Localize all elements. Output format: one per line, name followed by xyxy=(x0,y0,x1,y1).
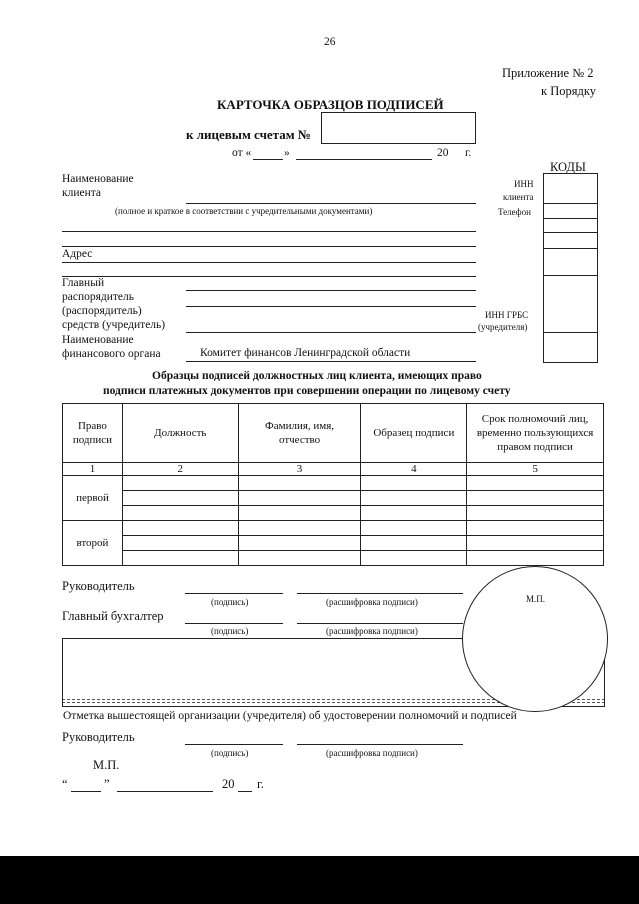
mp2-label: М.П. xyxy=(93,758,120,772)
table-cell[interactable] xyxy=(361,476,467,491)
client-name-line[interactable] xyxy=(186,203,476,204)
header-pravo: Право подписи xyxy=(63,404,123,463)
client-phone: Телефон xyxy=(498,207,531,217)
col-num-3: 3 xyxy=(238,463,361,476)
bottom-date-day[interactable] xyxy=(71,791,101,792)
col-num-2: 2 xyxy=(122,463,238,476)
grbs-line-3[interactable] xyxy=(186,332,476,333)
grbs-line-2[interactable] xyxy=(186,306,476,307)
signatures-table xyxy=(62,403,604,566)
client-label-1: Наименование xyxy=(62,173,134,185)
client-inn-1: ИНН xyxy=(514,179,534,189)
appendix-line1: Приложение № 2 xyxy=(502,66,594,80)
grbs-line-1[interactable] xyxy=(186,290,476,291)
table-cell[interactable] xyxy=(467,521,604,536)
date-mid: » xyxy=(284,147,290,159)
bottom-date-year: 20 xyxy=(222,777,235,791)
head2-signature-line[interactable] xyxy=(185,744,283,745)
row-label-second: второй xyxy=(63,521,123,566)
bottom-date-suffix: г. xyxy=(257,777,264,791)
table-cell[interactable] xyxy=(467,536,604,551)
stamp-circle xyxy=(462,566,608,712)
grbs-label-4: средств (учредитель) xyxy=(62,319,166,331)
address-label: Адрес xyxy=(62,248,93,260)
table-cell[interactable] xyxy=(238,536,361,551)
grbs-inn-1: ИНН ГРБС xyxy=(485,310,529,320)
table-cell[interactable] xyxy=(122,551,238,566)
chief-rasshifrovka: (расшифровка подписи) xyxy=(326,626,418,636)
header-srok: Срок полномочий лиц, временно пользующихся правом подписи xyxy=(467,404,604,463)
table-cell[interactable] xyxy=(238,521,361,536)
table-cell[interactable] xyxy=(122,506,238,521)
table-cell[interactable] xyxy=(361,551,467,566)
table-cell[interactable] xyxy=(238,506,361,521)
client-label-2: клиента xyxy=(62,187,102,199)
col-num-4: 4 xyxy=(361,463,467,476)
chief-signature-line[interactable] xyxy=(185,623,283,624)
head2-podpis: (подпись) xyxy=(211,748,249,758)
chief-podpis: (подпись) xyxy=(211,626,249,636)
stamp-mp: М.П. xyxy=(526,594,546,604)
client-inn-2: клиента xyxy=(503,192,534,202)
head2-label: Руководитель xyxy=(62,730,135,744)
fin-organ-value: Комитет финансов Ленинградской области xyxy=(200,347,411,359)
head2-rasshifrovka: (расшифровка подписи) xyxy=(326,748,418,758)
head-podpis: (подпись) xyxy=(211,597,249,607)
row-label-first: первой xyxy=(63,476,123,521)
table-cell[interactable] xyxy=(467,491,604,506)
page-number: 26 xyxy=(324,36,336,48)
table-cell[interactable] xyxy=(361,506,467,521)
page-title: КАРТОЧКА ОБРАЗЦОВ ПОДПИСЕЙ xyxy=(217,97,444,112)
fin-organ-label-1: Наименование xyxy=(62,334,134,346)
client-hint: (полное и краткое в соответствии с учредительными документами) xyxy=(115,206,373,216)
table-cell[interactable] xyxy=(122,521,238,536)
header-dolzhnost: Должность xyxy=(122,404,238,463)
head-name-line[interactable] xyxy=(297,593,463,594)
table-cell[interactable] xyxy=(467,506,604,521)
address-line[interactable] xyxy=(186,262,476,263)
head-signature-line[interactable] xyxy=(185,593,283,594)
header-obrazec: Образец подписи xyxy=(361,404,467,463)
table-cell[interactable] xyxy=(467,551,604,566)
table-cell[interactable] xyxy=(238,491,361,506)
grbs-label-3: (распорядитель) xyxy=(62,305,142,317)
date-suffix: г. xyxy=(465,147,472,159)
grbs-label-2: распорядитель xyxy=(62,291,135,303)
appendix-line2: к Порядку xyxy=(541,84,596,98)
table-cell[interactable] xyxy=(122,491,238,506)
chief-accountant-label: Главный бухгалтер xyxy=(62,609,164,623)
head-label: Руководитель xyxy=(62,579,135,593)
date-year: 20 xyxy=(437,147,449,159)
chief-name-line[interactable] xyxy=(297,623,463,624)
grbs-label-1: Главный xyxy=(62,277,105,289)
mark-text: Отметка вышестоящей организации (учредителя) об удостоверении полномочий и подписей xyxy=(63,710,517,722)
codes-label: КОДЫ xyxy=(550,160,586,174)
table-cell[interactable] xyxy=(122,536,238,551)
date-prefix: от « xyxy=(232,147,252,159)
head-rasshifrovka: (расшифровка подписи) xyxy=(326,597,418,607)
codes-box xyxy=(543,173,598,363)
col-num-1: 1 xyxy=(63,463,123,476)
samples-heading-2: подписи платежных документов при совершении операции по лицевому счету xyxy=(103,385,511,397)
table-cell[interactable] xyxy=(361,536,467,551)
table-cell[interactable] xyxy=(122,476,238,491)
fin-organ-label-2: финансового органа xyxy=(62,348,161,360)
grbs-inn-2: (учредителя) xyxy=(478,322,528,332)
table-cell[interactable] xyxy=(361,521,467,536)
bottom-date-open: “ xyxy=(62,777,68,791)
table-cell[interactable] xyxy=(467,476,604,491)
bottom-date-month[interactable] xyxy=(117,791,213,792)
table-cell[interactable] xyxy=(238,551,361,566)
page-subtitle: к лицевым счетам № xyxy=(186,127,311,142)
samples-heading-1: Образцы подписей должностных лиц клиента, имеющих право xyxy=(152,370,482,382)
head2-name-line[interactable] xyxy=(297,744,463,745)
header-fio: Фамилия, имя, отчество xyxy=(238,404,361,463)
bottom-date-close: ” xyxy=(104,777,110,791)
col-num-5: 5 xyxy=(467,463,604,476)
scan-border xyxy=(0,856,639,904)
table-cell[interactable] xyxy=(238,476,361,491)
table-cell[interactable] xyxy=(361,491,467,506)
account-number-field[interactable] xyxy=(321,112,476,144)
